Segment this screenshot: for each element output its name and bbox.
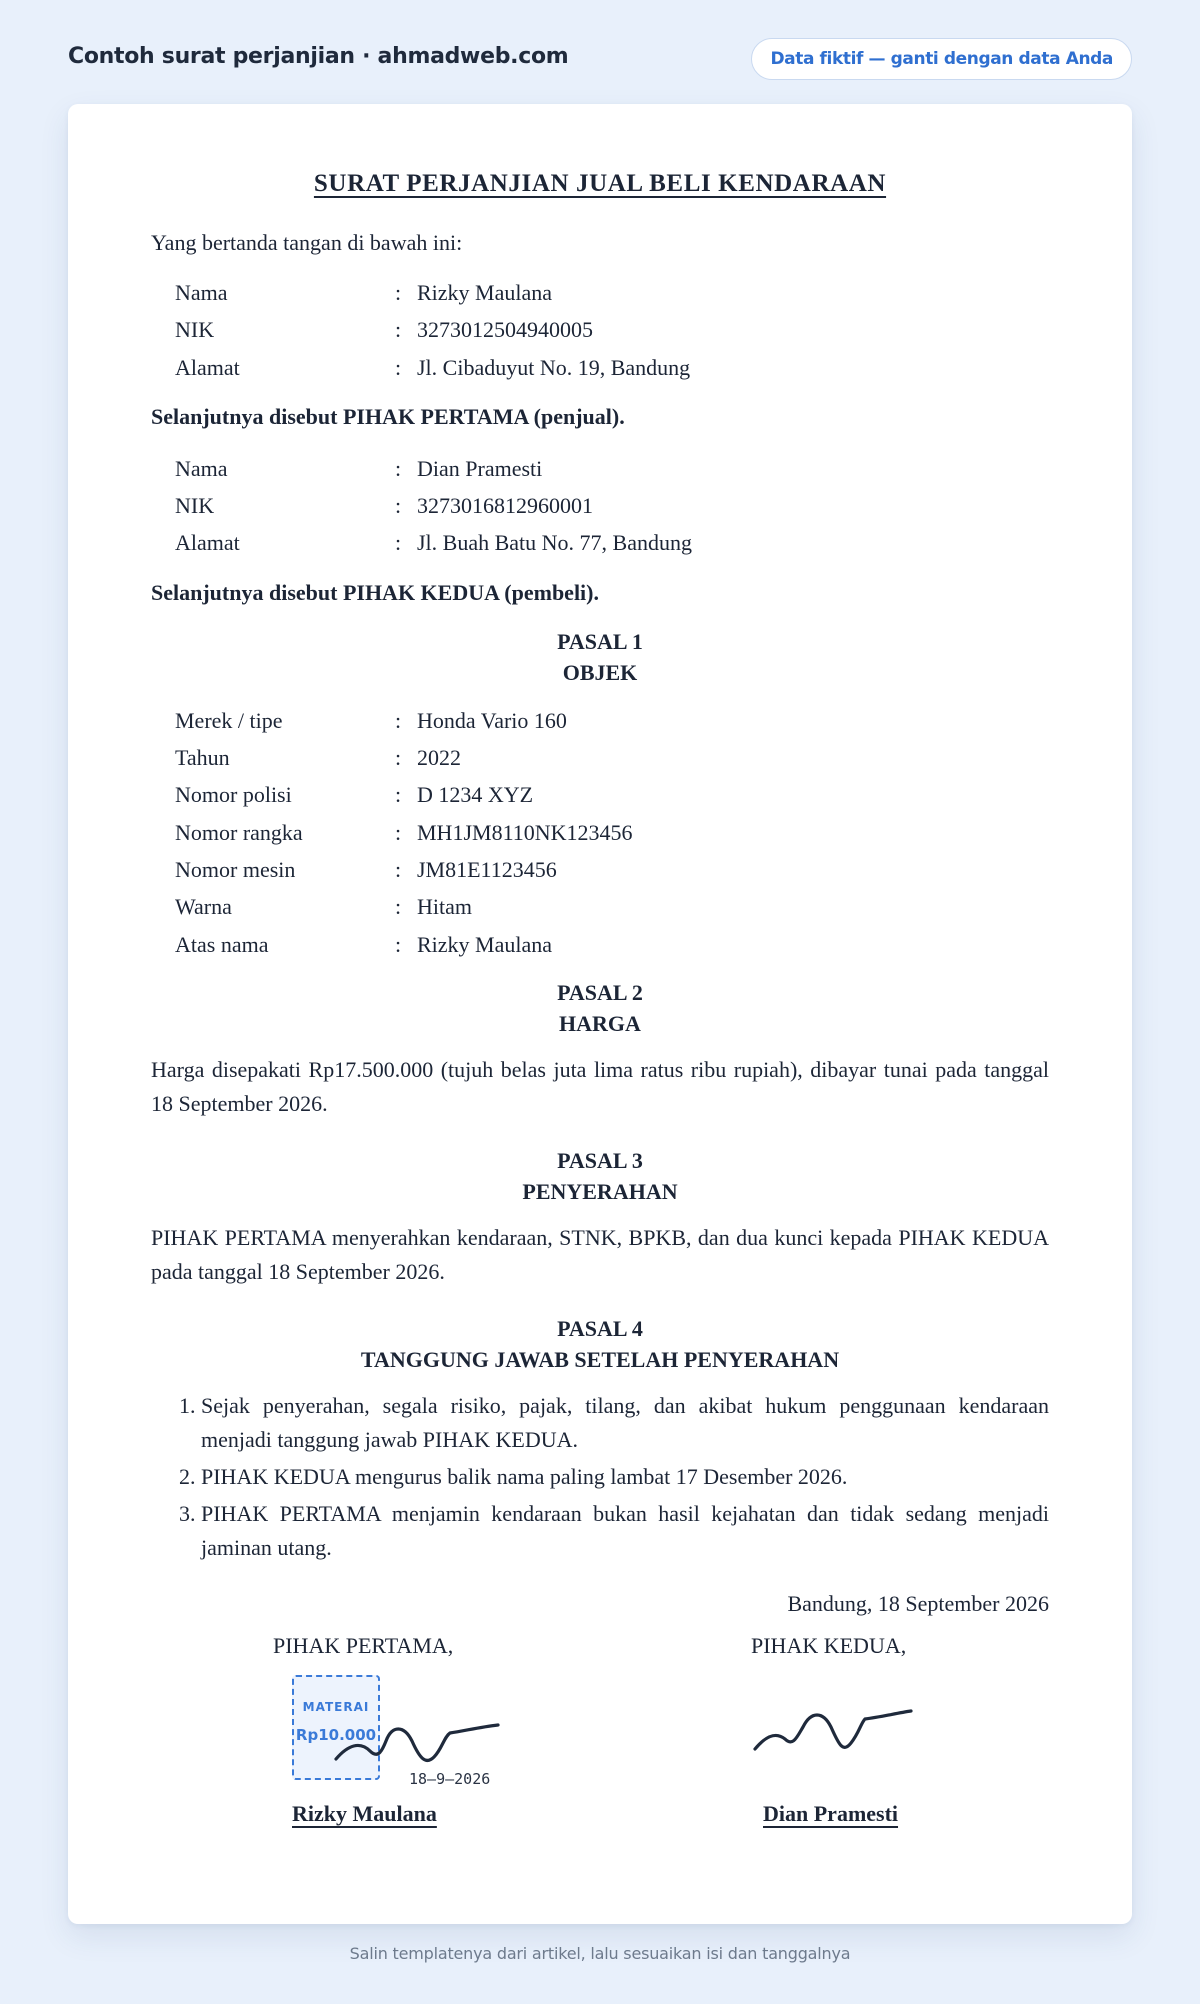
- field-row: [175, 739, 633, 776]
- footer-note: Salin templatenya dari artikel, lalu sesuaikan isi dan tanggalnya: [349, 1944, 851, 1963]
- party1-designation: Selanjutnya disebut PIHAK PERTAMA (penjual).: [151, 403, 625, 429]
- pasal-number: PASAL 3: [557, 1147, 643, 1173]
- field-row: [175, 814, 633, 851]
- party2-fields: [175, 450, 692, 562]
- field-label: Nama: [175, 455, 228, 481]
- field-colon: :: [395, 354, 402, 380]
- field-label: NIK: [175, 493, 215, 519]
- field-value: Dian Pramesti: [417, 455, 543, 481]
- field-row: [175, 487, 692, 524]
- field-colon: :: [395, 530, 402, 556]
- field-value: Hitam: [417, 894, 472, 920]
- signature-date: 18–9–2026: [409, 1769, 491, 1788]
- field-value: 3273016812960001: [417, 493, 593, 519]
- field-row: [175, 776, 633, 813]
- field-row: [175, 450, 692, 487]
- party2-name: Dian Pramesti: [763, 1800, 899, 1826]
- list-item: 3. PIHAK PERTAMA menjamin kendaraan bukan hasil kejahatan dan tidak sedang menjadi jaminan utang.: [201, 1497, 1049, 1565]
- stamp-label: MATERAI: [302, 1699, 370, 1714]
- field-colon: :: [395, 493, 402, 519]
- party1-name: Rizky Maulana: [292, 1800, 437, 1826]
- field-value: Rizky Maulana: [417, 931, 553, 957]
- field-row: [175, 702, 633, 739]
- party1-fields: [175, 274, 690, 386]
- field-colon: :: [395, 707, 402, 733]
- place-date: Bandung, 18 September 2026: [787, 1590, 1049, 1616]
- field-label: Alamat: [175, 530, 240, 556]
- field-label: NIK: [175, 317, 215, 343]
- party1-signature: [334, 1707, 504, 1777]
- stamp-value: Rp10.000: [295, 1725, 377, 1744]
- field-value: D 1234 XYZ: [417, 782, 534, 808]
- signature-section: [151, 1587, 1049, 1847]
- list-item: 1. Sejak penyerahan, segala risiko, pajak, tilang, dan akibat hukum penggunaan kendaraan menjadi tanggung jawab PIHAK KEDUA.: [201, 1389, 1049, 1457]
- field-row: [175, 524, 692, 561]
- field-colon: :: [395, 455, 402, 481]
- document-title: SURAT PERJANJIAN JUAL BELI KENDARAAN: [313, 170, 887, 197]
- field-row: [175, 311, 690, 348]
- field-label: Nomor mesin: [175, 856, 296, 882]
- pasal-title: PENYERAHAN: [522, 1178, 678, 1204]
- field-label: Nomor rangka: [175, 819, 303, 845]
- field-value: Rizky Maulana: [417, 280, 553, 305]
- document-paper: [68, 104, 1132, 1924]
- field-value: 2022: [417, 745, 461, 771]
- document-body: [151, 166, 1049, 1847]
- field-row: [175, 926, 633, 963]
- pasal1-heading: [151, 626, 1049, 688]
- party1-role-label: PIHAK PERTAMA,: [273, 1632, 454, 1658]
- field-row: [175, 274, 690, 311]
- responsibility-list: [177, 1389, 1049, 1565]
- field-value: Jl. Cibaduyut No. 19, Bandung: [417, 354, 691, 380]
- field-label: Alamat: [175, 354, 240, 380]
- list-item: 2. PIHAK KEDUA mengurus balik nama paling lambat 17 Desember 2026.: [201, 1460, 1049, 1494]
- field-label: Merek / tipe: [175, 707, 283, 733]
- pasal-title: OBJEK: [562, 659, 638, 685]
- pasal3-heading: [151, 1145, 1049, 1207]
- field-label: Nama: [175, 280, 228, 305]
- pasal-title: TANGGUNG JAWAB SETELAH PENYERAHAN: [360, 1346, 840, 1372]
- field-colon: :: [395, 317, 402, 343]
- pasal-number: PASAL 2: [557, 979, 643, 1005]
- party2-role-label: PIHAK KEDUA,: [751, 1632, 907, 1658]
- site-title: Contoh surat perjanjian · ahmadweb.com: [68, 44, 569, 69]
- field-colon: :: [395, 931, 402, 957]
- party2-signature: [751, 1697, 921, 1767]
- intro-text: Yang bertanda tangan di bawah ini:: [151, 230, 463, 255]
- pasal4-heading: [151, 1313, 1049, 1375]
- pasal-number: PASAL 1: [557, 628, 643, 654]
- pasal-title: HARGA: [559, 1010, 641, 1036]
- field-colon: :: [395, 782, 402, 808]
- field-colon: :: [395, 894, 402, 920]
- field-value: Jl. Buah Batu No. 77, Bandung: [417, 530, 692, 556]
- pasal2-heading: [151, 977, 1049, 1039]
- pasal-number: PASAL 4: [557, 1315, 643, 1341]
- field-value: MH1JM8110NK123456: [417, 819, 633, 845]
- field-label: Tahun: [175, 745, 230, 771]
- field-value: JM81E1123456: [417, 856, 557, 882]
- field-colon: :: [395, 745, 402, 771]
- field-row: [175, 888, 633, 925]
- party2-designation: Selanjutnya disebut PIHAK KEDUA (pembeli).: [151, 579, 599, 605]
- field-value: Honda Vario 160: [417, 707, 567, 733]
- top-bar: [68, 38, 1132, 80]
- vehicle-fields: [175, 702, 633, 963]
- pasal2-text: Harga disepakati Rp17.500.000 (tujuh belas juta lima ratus ribu rupiah), dibayar tunai pada tanggal 18 September 2026.: [151, 1056, 1049, 1116]
- field-colon: :: [395, 819, 402, 845]
- field-label: Nomor polisi: [175, 782, 292, 808]
- field-colon: :: [395, 856, 402, 882]
- field-row: [175, 349, 690, 386]
- fictional-data-badge: Data fiktif — ganti dengan data Anda: [751, 38, 1132, 80]
- field-row: [175, 851, 633, 888]
- field-label: Atas nama: [175, 931, 269, 957]
- field-value: 3273012504940005: [417, 317, 593, 343]
- field-label: Warna: [175, 894, 232, 920]
- field-colon: :: [395, 280, 402, 305]
- pasal3-text: PIHAK PERTAMA menyerahkan kendaraan, STNK, BPKB, dan dua kunci kepada PIHAK KEDUA pada tanggal 18 September 2026.: [151, 1224, 1049, 1284]
